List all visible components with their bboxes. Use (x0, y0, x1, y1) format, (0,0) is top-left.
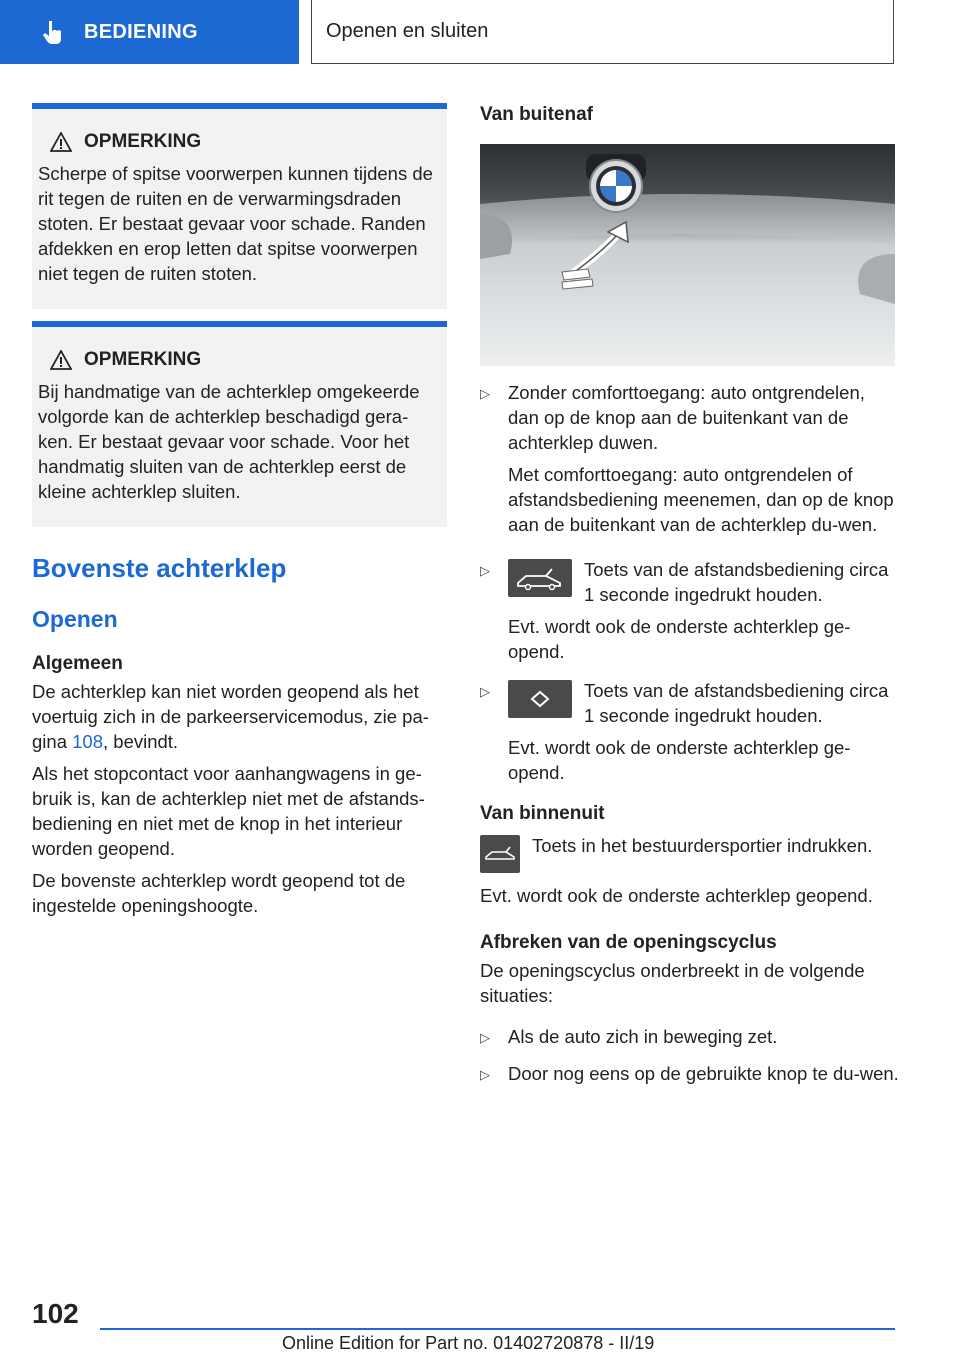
edition-note: Online Edition for Part no. 01402720878 - II/19 (282, 1333, 655, 1353)
paragraph: Evt. wordt ook de onderste achterklep geopend. (480, 885, 873, 906)
notice-title (50, 131, 441, 153)
paragraph-heading: Afbreken van de openingscyclus (480, 932, 777, 953)
notice-text: Bij handmatige van de achterklep omgekeerde volgorde kan de achterklep beschadigd gera-ken. Er bestaat gevaar voor schade. Voor het handmatig sluiten van de achterklep eerst de kleine achterklep sluiten. (38, 381, 420, 502)
bullet-triangle-icon: ▷ (480, 1067, 490, 1082)
list-item (480, 1024, 900, 1050)
paragraph: De openingscyclus onderbreekt in de volgende situaties: (480, 960, 865, 1006)
tailgate-illustration (480, 144, 895, 366)
hand-pointer-icon (40, 19, 66, 45)
bullet-text: Toets van de afstandsbediening circa 1 seconde ingedrukt houden. (584, 680, 889, 726)
bullet-triangle-icon: ▷ (480, 1030, 490, 1045)
paragraph-heading: Algemeen (32, 653, 123, 674)
paragraph: De bovenste achterklep wordt geopend tot de ingestelde openingshoogte. (32, 870, 406, 916)
paragraph-heading: Van binnenuit (480, 803, 605, 824)
bullet-text: Als de auto zich in beweging zet. (508, 1026, 778, 1047)
chapter-header (311, 0, 894, 64)
page-link[interactable]: 108 (72, 731, 103, 752)
subsection-heading: Openen (32, 606, 118, 632)
notice-title-text: OPMERKING (84, 131, 202, 152)
bullet-triangle-icon: ▷ (480, 563, 490, 578)
notice-title-text: OPMERKING (84, 349, 202, 370)
bullet-triangle-icon: ▷ (480, 386, 490, 401)
warning-icon (50, 132, 72, 152)
section-heading: Bovenste achterklep (32, 553, 287, 583)
right-column (480, 104, 900, 1087)
left-column (32, 103, 447, 918)
bullet-text: Door nog eens op de gebruikte knop te du-wen. (508, 1063, 899, 1084)
footer-divider (100, 1328, 895, 1330)
list-item (480, 678, 900, 785)
chapter-title: Openen en sluiten (326, 20, 489, 42)
notice-title (50, 349, 441, 371)
paragraph: Toets in het bestuurdersportier indrukken. (532, 835, 873, 856)
section-title: BEDIENING (84, 20, 198, 43)
paragraph-text: De achterklep kan niet worden geopend als het voertuig zich in de parkeerservicemodus, zie pa-gina (32, 681, 429, 752)
warning-icon (50, 350, 72, 370)
door-tailgate-key-icon (480, 835, 520, 873)
bullet-text: Evt. wordt ook de onderste achterklep ge-opend. (508, 616, 851, 662)
list-item (480, 1061, 900, 1087)
tailgate-key-icon (508, 559, 572, 597)
paragraph (32, 679, 447, 754)
diamond-key-icon (508, 680, 572, 718)
paragraph: Als het stopcontact voor aanhangwagens in ge-bruik is, kan de achterklep niet met de afstands-bediening en niet met de knop in het interieur worden geopend. (32, 763, 425, 859)
section-tab[interactable] (0, 0, 299, 64)
paragraph-heading: Van buitenaf (480, 104, 593, 125)
paragraph-text: , bevindt. (103, 731, 179, 752)
bullet-text: Evt. wordt ook de onderste achterklep ge-opend. (508, 737, 851, 783)
notice-box (32, 321, 447, 527)
bullet-text: Toets van de afstandsbediening circa 1 seconde ingedrukt houden. (584, 559, 889, 605)
tailgate-photo (480, 144, 895, 366)
bullet-text: Met comforttoegang: auto ontgrendelen of afstandsbediening meenemen, dan op de knop aan de buitenkant van de achterklep du-wen. (508, 464, 894, 535)
notice-box (32, 103, 447, 309)
bullet-text: Zonder comforttoegang: auto ontgrendelen, dan op de knop aan de buitenkant van de achterklep duwen. (508, 382, 865, 453)
page-number: 102 (32, 1298, 79, 1329)
notice-text: Scherpe of spitse voorwerpen kunnen tijdens de rit tegen de ruiten en de verwarmingsdraden stoten. Er bestaat gevaar voor schade. Randen afdekken en erop letten dat spitse voorwerpen niet tegen de ruiten stoten. (38, 163, 433, 284)
list-item (480, 380, 900, 537)
list-item (480, 557, 900, 664)
bullet-triangle-icon: ▷ (480, 684, 490, 699)
